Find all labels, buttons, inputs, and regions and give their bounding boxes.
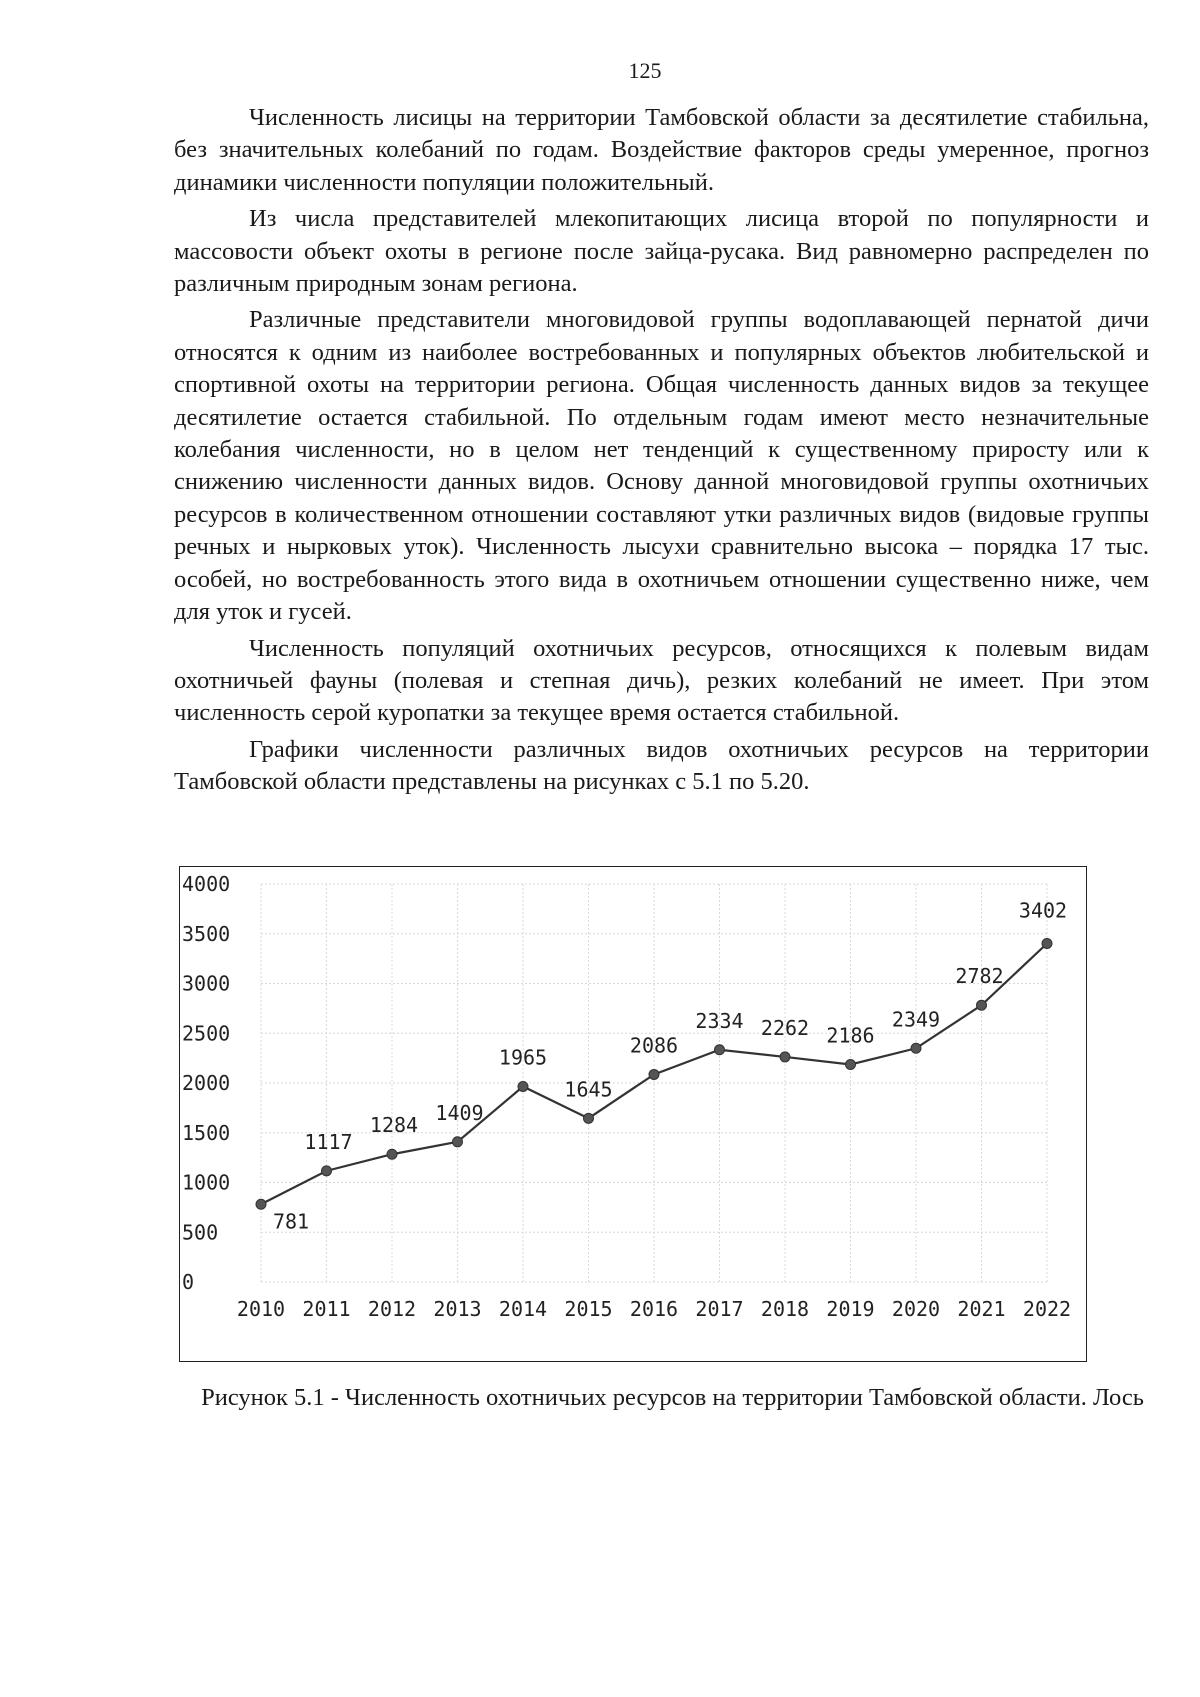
data-point [322,1166,332,1176]
paragraph-waterfowl: Различные представители многовидовой группы водоплавающей пернатой дичи относятся к одним из наиболее востребованных и популярных объектов любительской и спортивной охоты на территории региона. Общая численность данных видов за текущее десятилетие остается стабильной. По отдельным годам имеют место незначительные колебания численности, но в целом нет тенденций к существенному приросту или к снижению численности данных видов. Основу данной многовидовой группы охотничьих ресурсов в количественном отношении составляют утки различных видов (видовые группы речных и нырковых уток). Численность лысухи сравнительно высока – порядка 17 тыс. особей, но востребованность этого вида в охотничьем отношении существенно ниже, чем для уток и гусей. [174,306,1149,626]
data-point [518,1081,528,1091]
x-tick-label: 2016 [629,1297,679,1321]
data-point [780,1052,790,1062]
x-tick-label: 2010 [236,1297,286,1321]
x-tick-label: 2022 [1022,1297,1072,1321]
data-label: 1117 [304,1129,353,1154]
y-tick-label: 0 [182,1270,195,1294]
data-point [453,1137,463,1147]
x-tick-label: 2015 [564,1297,613,1321]
page-number: 125 [628,58,662,83]
x-tick-label: 2011 [302,1297,351,1321]
y-tick-label: 1500 [182,1120,231,1145]
figure-caption: Рисунок 5.1 - Численность охотничьих ресурсов на территории Тамбовской области. Лось [201,1384,1144,1411]
data-label: 1284 [369,1113,419,1138]
x-tick-label: 2021 [957,1297,1006,1321]
data-point [1042,939,1052,949]
paragraph-field-game: Численность популяций охотничьих ресурсов, относящихся к полевым видам охотничьей фауны (полевая и степная дичь), резких колебаний не имеет. При этом численность серой куропатки за текущее время остается стабильной. [174,634,1149,727]
data-label: 3402 [1018,898,1068,923]
x-tick-label: 2019 [826,1297,875,1321]
data-label: 1409 [435,1100,484,1125]
data-point [584,1113,594,1123]
y-tick-label: 3000 [182,971,231,996]
data-label: 1965 [498,1045,548,1070]
y-tick-label: 500 [182,1220,219,1245]
paragraph-fox-popularity: Из числа представителей млекопитающих лисица второй по популярности и массовости объект охоты в регионе после зайца-русака. Вид равномерно распределен по различным природным зонам региона. [174,205,1149,298]
data-label: 2262 [760,1015,810,1040]
y-tick-label: 4000 [182,872,231,896]
y-tick-label: 2500 [182,1021,231,1046]
paragraph-figures-reference: Графики численности различных видов охотничьих ресурсов на территории Тамбовской области представлены на рисунках с 5.1 по 5.20. [174,735,1149,796]
x-tick-label: 2014 [498,1297,548,1321]
x-tick-label: 2013 [433,1297,482,1321]
data-label: 2349 [891,1007,941,1032]
data-point [256,1199,266,1209]
data-label: 2782 [955,964,1004,989]
y-tick-label: 2000 [182,1071,231,1095]
line-chart [180,867,1085,1360]
data-label: 2334 [695,1008,744,1033]
data-label: 2086 [629,1033,679,1058]
x-tick-label: 2017 [695,1297,744,1321]
chart-frame [179,866,1087,1362]
x-tick-label: 2012 [367,1297,417,1321]
data-point [911,1043,921,1053]
paragraph-fox-stability: Численность лисицы на территории Тамбовской области за десятилетие стабильна, без значительных колебаний по годам. Воздействие факторов среды умеренное, прогноз динамики численности популяции положительный. [174,104,1149,196]
data-label: 1645 [564,1077,613,1102]
data-point [649,1069,659,1079]
x-tick-label: 2018 [760,1297,810,1321]
data-point [387,1149,397,1159]
data-point [977,1000,987,1010]
data-label: 2186 [826,1023,875,1048]
y-tick-label: 3500 [182,921,231,946]
data-point [846,1059,856,1069]
x-tick-label: 2020 [891,1297,941,1321]
y-tick-label: 1000 [182,1170,231,1195]
data-point [715,1045,725,1055]
data-label: 781 [272,1209,310,1234]
body-text [174,102,1149,799]
